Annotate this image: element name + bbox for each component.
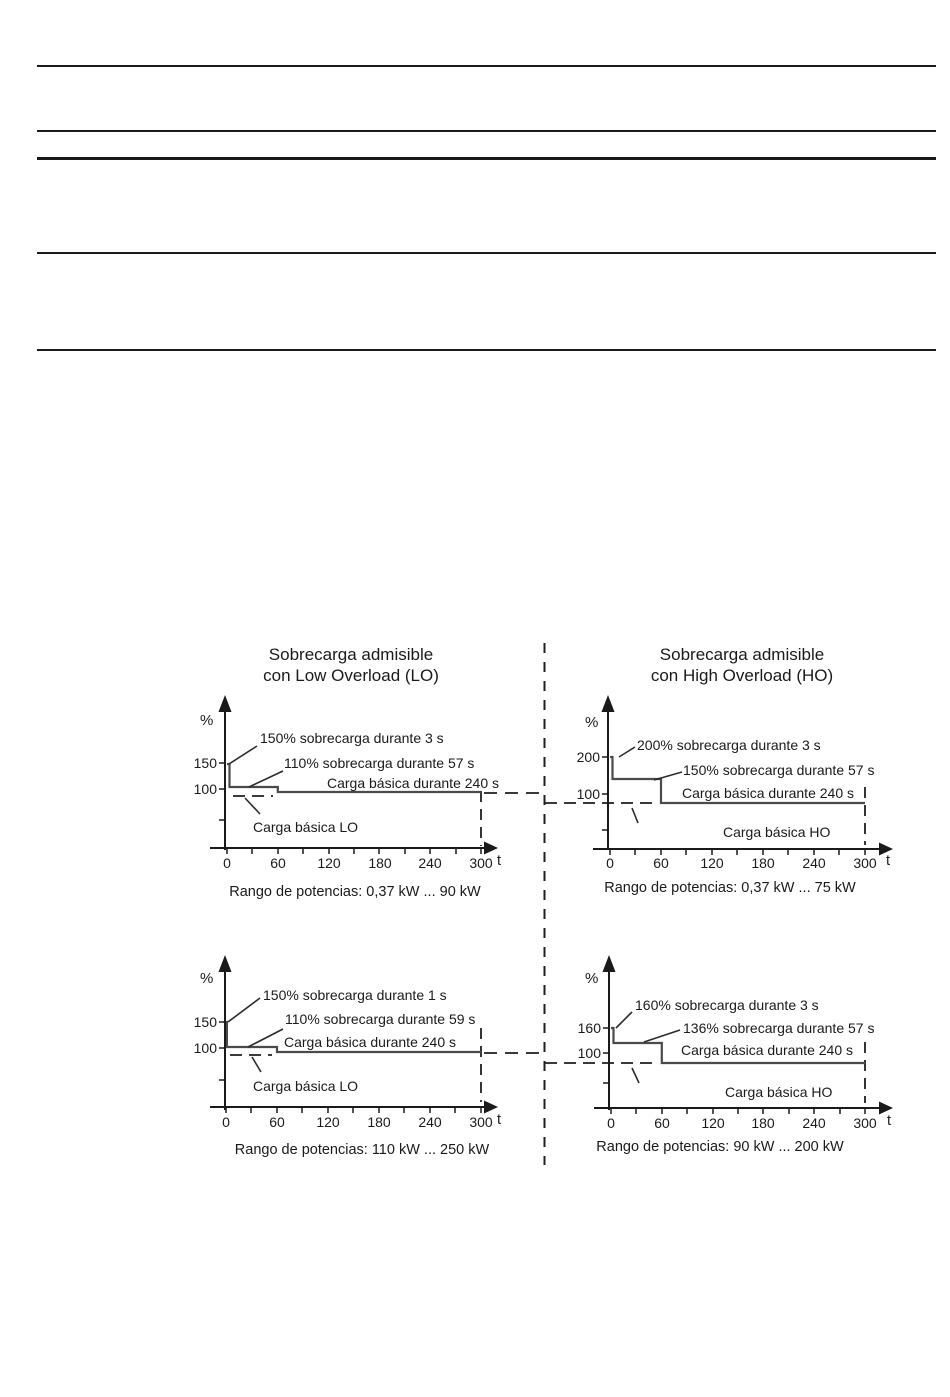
annotation-base-load: Carga básica LO bbox=[253, 1078, 359, 1094]
annotation-base-load: Carga básica HO bbox=[725, 1084, 833, 1100]
x-tick-label: 120 bbox=[701, 1115, 725, 1131]
x-tick-label: 60 bbox=[269, 1114, 285, 1130]
left-title-line1: Sobrecarga admisible bbox=[268, 645, 434, 664]
y-tick-label: 100 bbox=[193, 1040, 217, 1056]
y-tick-label: 160 bbox=[577, 1020, 601, 1036]
chart-lo-small-power bbox=[190, 690, 545, 910]
annotation-leader bbox=[248, 1029, 283, 1047]
x-axis-arrow-icon bbox=[484, 1101, 498, 1114]
annotation-leader bbox=[632, 808, 638, 823]
x-tick-label: 300 bbox=[469, 1114, 493, 1130]
x-tick-label: 180 bbox=[751, 855, 775, 871]
annotation-leader bbox=[228, 998, 260, 1022]
y-tick-label: 100 bbox=[193, 781, 217, 797]
annotation-leader bbox=[245, 798, 260, 814]
y-tick-label: 100 bbox=[577, 1045, 601, 1061]
power-range-caption: Rango de potencias: 0,37 kW ... 75 kW bbox=[604, 880, 856, 896]
annotation-overload-peak: 150% sobrecarga durante 3 s bbox=[260, 730, 444, 746]
x-tick-label: 300 bbox=[469, 855, 493, 871]
y-tick-label: 100 bbox=[576, 786, 600, 802]
header-rule-5 bbox=[37, 349, 936, 351]
power-range-caption: Rango de potencias: 90 kW ... 200 kW bbox=[596, 1139, 844, 1155]
annotation-leader bbox=[632, 1068, 639, 1083]
y-axis-unit-label: % bbox=[200, 970, 214, 987]
annotation-overload-plateau: 110% sobrecarga durante 57 s bbox=[284, 755, 475, 771]
annotation-overload-peak: 200% sobrecarga durante 3 s bbox=[637, 737, 821, 753]
y-tick-label: 150 bbox=[193, 755, 217, 771]
annotation-base-duration: Carga básica durante 240 s bbox=[327, 775, 499, 791]
y-axis-arrow-icon bbox=[219, 695, 232, 712]
left-figure-title bbox=[190, 644, 512, 686]
x-tick-label: 60 bbox=[270, 855, 286, 871]
annotation-leader bbox=[249, 771, 283, 787]
x-tick-label: 300 bbox=[853, 1115, 877, 1131]
header-rule-1 bbox=[37, 65, 936, 67]
x-tick-label: 60 bbox=[654, 1115, 670, 1131]
x-tick-label: 120 bbox=[316, 1114, 340, 1130]
annotation-base-duration: Carga básica durante 240 s bbox=[284, 1034, 456, 1050]
x-tick-label: 0 bbox=[223, 855, 231, 871]
annotation-overload-plateau: 110% sobrecarga durante 59 s bbox=[285, 1011, 476, 1027]
x-tick-label: 180 bbox=[368, 855, 392, 871]
annotation-leader bbox=[654, 772, 682, 780]
x-tick-label: 300 bbox=[853, 855, 877, 871]
y-tick-label: 200 bbox=[576, 749, 600, 765]
x-axis-unit-label: t bbox=[886, 853, 891, 869]
chart-lo-large-power bbox=[190, 950, 545, 1170]
x-tick-label: 180 bbox=[751, 1115, 775, 1131]
x-tick-label: 240 bbox=[802, 1115, 826, 1131]
header-rule-2 bbox=[37, 130, 936, 132]
x-tick-label: 120 bbox=[317, 855, 341, 871]
right-title-line1: Sobrecarga admisible bbox=[659, 645, 825, 664]
y-axis-unit-label: % bbox=[585, 970, 599, 987]
power-range-caption: Rango de potencias: 110 kW ... 250 kW bbox=[234, 1142, 490, 1158]
y-axis-unit-label: % bbox=[585, 714, 599, 731]
x-tick-label: 120 bbox=[700, 855, 724, 871]
chart-ho-small-power bbox=[545, 690, 910, 910]
y-axis-unit-label: % bbox=[200, 712, 214, 729]
x-tick-label: 240 bbox=[802, 855, 826, 871]
x-tick-label: 180 bbox=[367, 1114, 391, 1130]
annotation-leader bbox=[619, 747, 635, 757]
x-axis-arrow-icon bbox=[484, 842, 498, 855]
annotation-base-duration: Carga básica durante 240 s bbox=[681, 1042, 853, 1058]
right-figure-title bbox=[580, 644, 904, 686]
annotation-leader bbox=[616, 1012, 632, 1028]
x-axis-unit-label: t bbox=[497, 853, 502, 869]
annotation-leader bbox=[229, 746, 257, 764]
left-title-line2: con Low Overload (LO) bbox=[263, 666, 439, 685]
header-rule-4 bbox=[37, 252, 936, 254]
annotation-overload-plateau: 136% sobrecarga durante 57 s bbox=[683, 1020, 875, 1036]
x-axis-unit-label: t bbox=[887, 1113, 892, 1129]
annotation-overload-peak: 150% sobrecarga durante 1 s bbox=[263, 987, 447, 1003]
x-tick-label: 0 bbox=[222, 1114, 230, 1130]
power-range-caption: Rango de potencias: 0,37 kW ... 90 kW bbox=[229, 884, 481, 900]
header-rule-3 bbox=[37, 157, 936, 160]
x-tick-label: 0 bbox=[606, 855, 614, 871]
chart-ho-large-power bbox=[545, 950, 910, 1170]
annotation-leader bbox=[252, 1057, 261, 1072]
annotation-base-load: Carga básica HO bbox=[723, 824, 831, 840]
x-tick-label: 0 bbox=[607, 1115, 615, 1131]
annotation-base-load: Carga básica LO bbox=[253, 819, 359, 835]
right-title-line2: con High Overload (HO) bbox=[650, 666, 834, 685]
y-axis-arrow-icon bbox=[603, 955, 616, 972]
annotation-base-duration: Carga básica durante 240 s bbox=[682, 785, 854, 801]
y-tick-label: 150 bbox=[193, 1014, 217, 1030]
x-tick-label: 60 bbox=[653, 855, 669, 871]
x-tick-label: 240 bbox=[418, 1114, 442, 1130]
annotation-leader bbox=[644, 1030, 680, 1042]
y-axis-arrow-icon bbox=[602, 695, 615, 712]
y-axis-arrow-icon bbox=[219, 955, 232, 972]
x-axis-unit-label: t bbox=[497, 1112, 502, 1128]
x-tick-label: 240 bbox=[418, 855, 442, 871]
annotation-overload-plateau: 150% sobrecarga durante 57 s bbox=[683, 762, 875, 778]
annotation-overload-peak: 160% sobrecarga durante 3 s bbox=[635, 997, 819, 1013]
